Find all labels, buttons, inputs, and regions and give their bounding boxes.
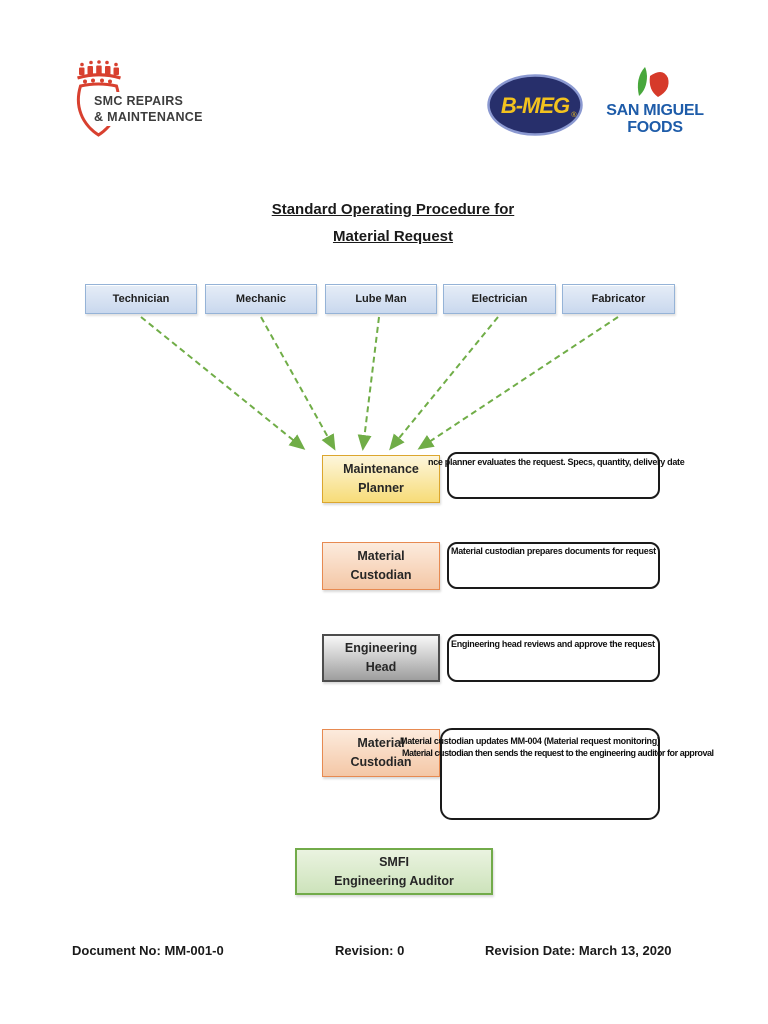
arrow-technician-to-planner [141, 317, 303, 448]
smc-logo-line2: & MAINTENANCE [94, 110, 203, 124]
role-label: Mechanic [235, 293, 287, 305]
arrow-lubeman-to-planner [363, 317, 379, 448]
role-label: Lube Man [355, 293, 407, 305]
arrow-fabricator-to-planner [420, 317, 618, 448]
page-title-line2: Material Request [332, 228, 454, 245]
role-label: Electrician [471, 293, 528, 305]
flow-box-label: SMFI [379, 854, 409, 869]
annotation-text-custodian-2-line1: Material custodian updates MM-004 (Material request monitoring) [400, 736, 660, 746]
san-miguel-line2: FOODS [627, 119, 683, 136]
annotation-text-custodian-2-line2: Material custodian then sends the request to the engineering auditor for approval [402, 748, 714, 758]
annotation-text-planner: nce planner evaluates the request. Specs, quantity, delivery date [428, 457, 685, 467]
flow-box-label: Maintenance [343, 462, 419, 476]
bmeg-registered-mark: ® [571, 112, 577, 119]
flow-box-label: Material [357, 736, 405, 750]
arrow-electrician-to-planner [391, 317, 498, 448]
san-miguel-line1: SAN MIGUEL [606, 102, 704, 119]
footer-revision-date: Revision Date: March 13, 2020 [485, 943, 672, 958]
flow-box-engineering-head [322, 634, 440, 682]
footer-revision: Revision: 0 [335, 943, 405, 958]
footer-document-no: Document No: MM-001-0 [72, 943, 224, 958]
flow-box-material-custodian-1 [322, 542, 440, 590]
annotation-text-custodian-1: Material custodian prepares documents for request [451, 546, 656, 556]
page-title-line1: Standard Operating Procedure for [271, 201, 515, 218]
flow-box-label: Custodian [350, 568, 412, 582]
role-label: Fabricator [591, 293, 646, 305]
smc-logo-line1: SMC REPAIRS [94, 94, 184, 108]
arrow-mechanic-to-planner [261, 317, 334, 448]
flow-box-smfi-engineering-auditor [295, 848, 493, 895]
flow-box-label: Custodian [350, 755, 412, 769]
flow-box-label: Head [365, 660, 397, 674]
flow-box-label: Material [357, 549, 405, 563]
flow-box-label: Planner [358, 481, 404, 495]
role-label: Technician [112, 293, 170, 305]
flow-box-maintenance-planner [322, 455, 440, 503]
annotation-text-engineering-head: Engineering head reviews and approve the request [451, 639, 655, 649]
bmeg-logo-text: B-MEG [500, 93, 570, 118]
flow-box-label: Engineering [344, 641, 418, 655]
flow-box-label: Engineering Auditor [334, 873, 454, 888]
